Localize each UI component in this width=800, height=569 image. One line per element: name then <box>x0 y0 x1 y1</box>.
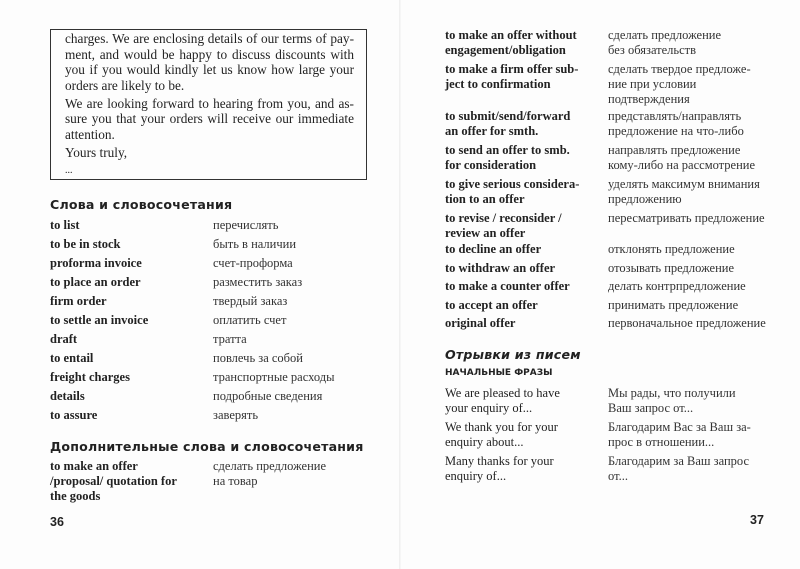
vocab-ru: пересматривать предложение <box>608 211 765 225</box>
vocab-en: to entail <box>50 351 94 365</box>
vocab-en: to list <box>50 218 80 232</box>
vocab-en: to submit/send/forward an offer for smth. <box>445 109 571 138</box>
vocab-en: to withdraw an offer <box>445 261 556 275</box>
vocab-en: draft <box>50 332 78 346</box>
vocab-en: to make a counter offer <box>445 279 570 293</box>
vocab-en: details <box>50 389 85 403</box>
vocab-en: to settle an invoice <box>50 313 149 327</box>
vocab-ru: уделять максимум внимания предложению <box>608 177 760 206</box>
section-title-vocabulary: Слова и словосочетания <box>50 197 233 212</box>
vocab-ru: быть в наличии <box>213 237 297 251</box>
letter-excerpt <box>65 31 354 181</box>
vocab-ru: транспортные расходы <box>213 370 335 384</box>
vocab-en: to make a firm offer sub- ject to confirmation <box>445 62 579 91</box>
vocab-ru: повлечь за собой <box>213 351 303 365</box>
vocab-en: to revise / reconsider / review an offer <box>445 211 562 240</box>
vocab-ru: первоначальное предложение <box>608 316 766 330</box>
vocab-ru: отклонять предложение <box>608 242 735 256</box>
letter-paragraph: We are looking forward to hearing from you, and as-sure you that your orders will receive our immediate attention. <box>65 95 354 142</box>
vocab-en: to assure <box>50 408 98 422</box>
letter-closing: Yours truly, <box>65 144 128 160</box>
vocab-en: to give serious considera- tion to an offer <box>445 177 580 206</box>
letter-ellipsis: ... <box>65 164 73 176</box>
section-title-additional: Дополнительные слова и словосочетания <box>50 439 364 454</box>
right-page <box>400 0 800 569</box>
vocab-ru: тратта <box>213 332 247 346</box>
vocab-ru: представлять/направлять предложение на что-либо <box>608 109 744 138</box>
vocab-en: to place an order <box>50 275 141 289</box>
vocab-ru: сделать предложение без обязательств <box>608 28 722 57</box>
vocab-en: to be in stock <box>50 237 121 251</box>
vocab-ru: перечислять <box>213 218 279 232</box>
vocab-en: original offer <box>445 316 516 330</box>
phrase-ru: Благодарим за Ваш запрос от... <box>608 454 750 483</box>
vocab-en: firm order <box>50 294 107 308</box>
vocab-ru: делать контрпредложение <box>608 279 746 293</box>
phrase-en: We thank you for your enquiry about... <box>445 420 558 449</box>
phrase-ru: Мы рады, что получили Ваш запрос от... <box>608 386 736 415</box>
section-title-letter-excerpts: Отрывки из писем <box>445 347 581 362</box>
vocab-en: to send an offer to smb. for consideration <box>445 143 570 172</box>
vocab-en: freight charges <box>50 370 130 384</box>
vocab-ru: подробные сведения <box>213 389 323 403</box>
letter-paragraph: charges. We are enclosing details of our terms of pay-ment, and would be happy to discuss discounts with you if you would kindly let us know how large your orders are likely to be. <box>65 31 354 93</box>
vocab-en: to decline an offer <box>445 242 542 256</box>
vocab-ru: заверять <box>213 408 259 422</box>
vocab-en: proforma invoice <box>50 256 142 270</box>
vocab-ru: твердый заказ <box>213 294 288 308</box>
vocab-ru: отозывать предложение <box>608 261 735 275</box>
page-number: 37 <box>750 513 764 527</box>
phrase-en: Many thanks for your enquiry of... <box>445 454 554 483</box>
page-number: 36 <box>50 515 64 529</box>
phrase-ru: Благодарим Вас за Ваш за- прос в отношении... <box>608 420 751 449</box>
vocab-ru: принимать предложение <box>608 298 739 312</box>
vocab-en: to accept an offer <box>445 298 538 312</box>
vocab-en: to make an offer without engagement/obligation <box>445 28 577 57</box>
vocab-ru: разместить заказ <box>213 275 303 289</box>
vocab-ru: сделать предложение на товар <box>213 459 327 488</box>
vocab-ru: направлять предложение кому-либо на рассмотрение <box>608 143 756 172</box>
subsection-title-opening-phrases: НАЧАЛЬНЫЕ ФРАЗЫ <box>445 368 553 378</box>
phrase-en: We are pleased to have your enquiry of... <box>445 386 560 415</box>
vocab-ru: счет-проформа <box>213 256 293 270</box>
vocab-ru: сделать твердое предложе- ние при условии подтверждения <box>608 62 751 106</box>
vocab-en: to make an offer /proposal/ quotation for the goods <box>50 459 177 503</box>
vocab-ru: оплатить счет <box>213 313 287 327</box>
